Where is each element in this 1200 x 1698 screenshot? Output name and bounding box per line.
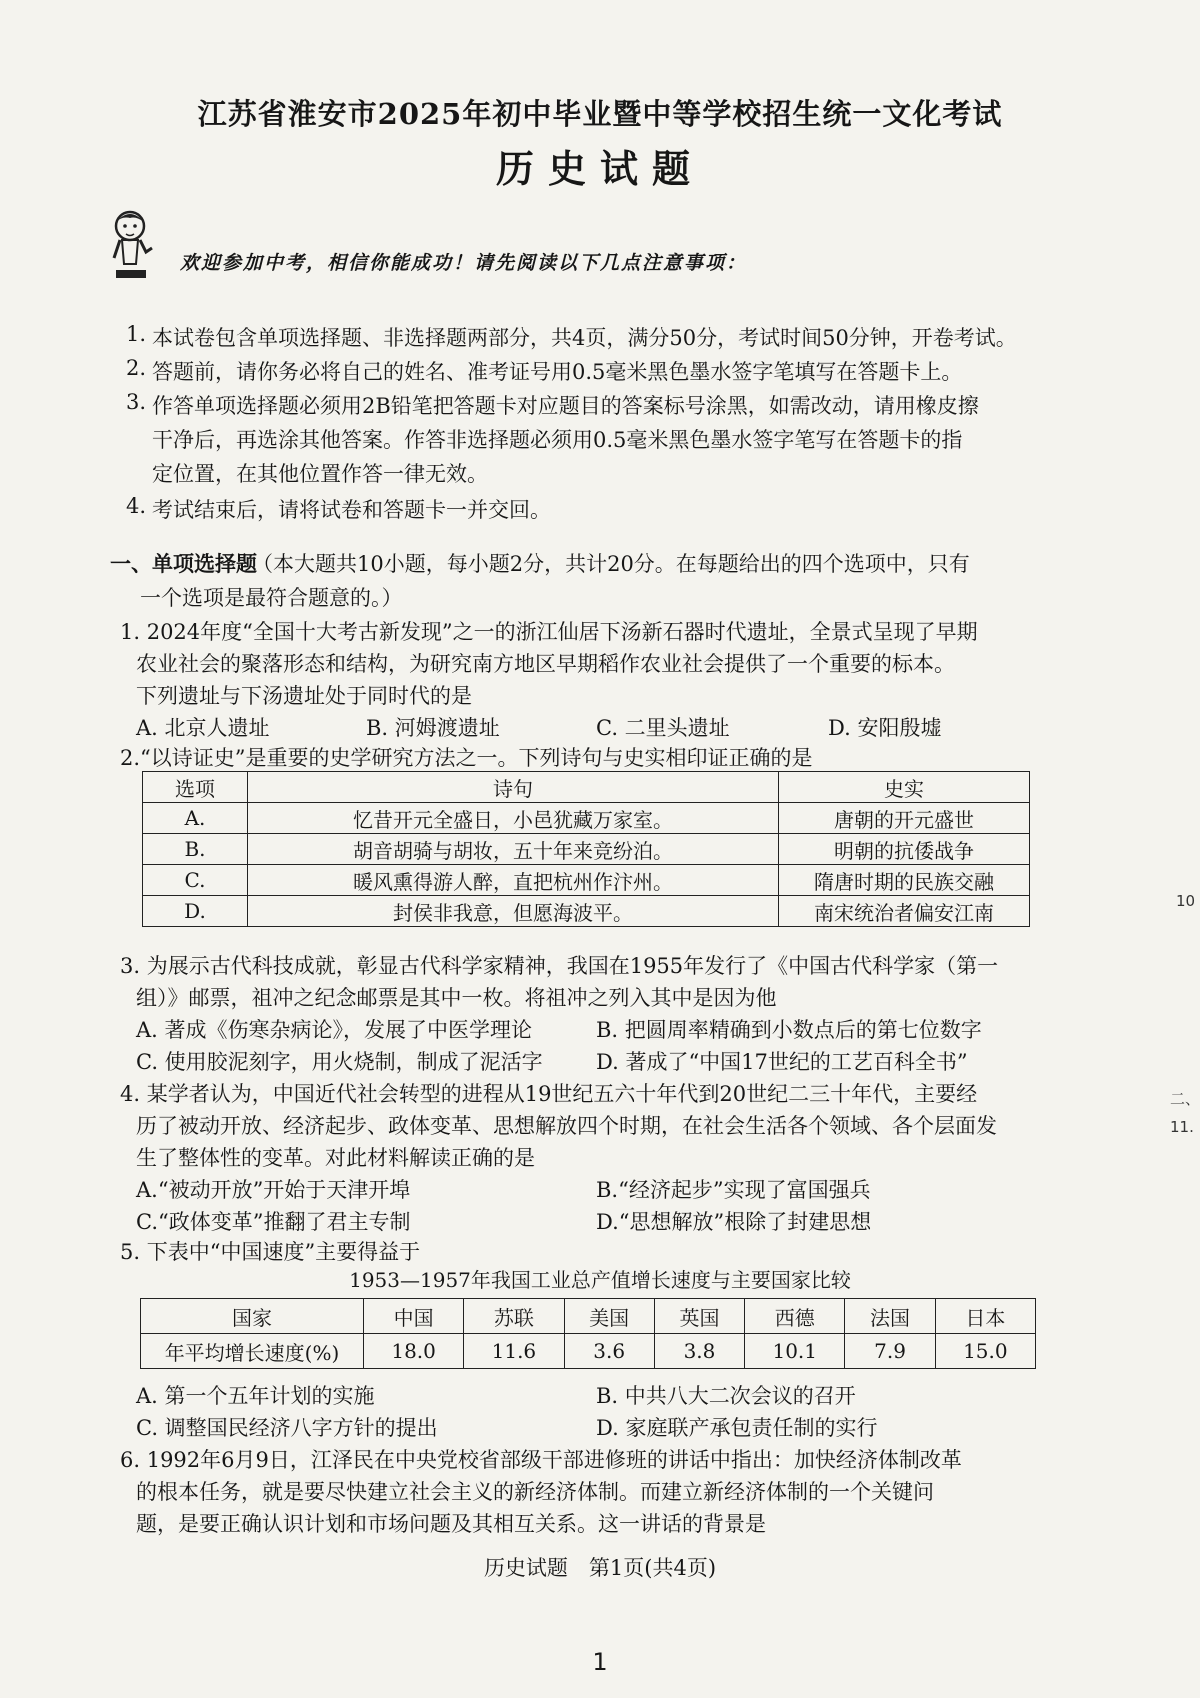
notice-4-text: 考试结束后，请将试卷和答题卡一并交回。: [152, 498, 551, 522]
table-cell: 3.8: [654, 1334, 744, 1369]
notice-1-num: 1.: [126, 322, 147, 346]
exam-title: 江苏省淮安市2025年初中毕业暨中等学校招生统一文化考试: [197, 97, 1003, 131]
table-cell: C.: [143, 865, 248, 896]
notice-1-text: 本试卷包含单项选择题、非选择题两部分，共4页，满分50分，考试时间50分钟，开卷考试。: [152, 326, 1017, 350]
table-cell: 南宋统治者偏安江南: [779, 896, 1030, 927]
table-cell: 15.0: [935, 1334, 1035, 1369]
q1-line-2: 农业社会的聚落形态和结构，为研究南方地区早期稻作农业社会提供了一个重要的标本。: [136, 652, 955, 676]
table-header: 西德: [745, 1299, 845, 1334]
q5-stem: 5. 下表中“中国速度”主要得益于: [120, 1240, 421, 1264]
q1-option-d: D. 安阳殷墟: [828, 716, 942, 740]
q1-option-c: C. 二里头遗址: [596, 716, 730, 740]
page-footer: 历史试题 第1页(共4页): [483, 1556, 717, 1580]
table-row: [141, 1334, 1036, 1369]
table-cell: 暖风熏得游人醉，直把杭州作汴州。: [248, 865, 779, 896]
q2-stem: 2.“以诗证史”是重要的史学研究方法之一。下列诗句与史实相印证正确的是: [120, 746, 813, 770]
q4-option-d: D.“思想解放”根除了封建思想: [596, 1210, 872, 1234]
table-row: [143, 865, 1030, 896]
q5-table: [140, 1298, 1036, 1369]
table-cell: 3.6: [564, 1334, 654, 1369]
q3-line-1: 3. 为展示古代科技成就，彰显古代科学家精神，我国在1955年发行了《中国古代科学家（第一: [120, 954, 999, 978]
table-header: 日本: [935, 1299, 1035, 1334]
q5-option-d: D. 家庭联产承包责任制的实行: [596, 1416, 878, 1440]
table-cell: 隋唐时期的民族交融: [779, 865, 1030, 896]
table-header-row: [143, 772, 1030, 803]
table-header: 美国: [564, 1299, 654, 1334]
table-header: 选项: [143, 772, 248, 803]
section-heading: 一、单项选择题: [110, 551, 257, 576]
table-cell: 18.0: [364, 1334, 464, 1369]
q5-option-c: C. 调整国民经济八字方针的提出: [136, 1416, 438, 1440]
table-header: 法国: [845, 1299, 935, 1334]
notice-3-num: 3.: [126, 390, 147, 414]
q6-line-2: 的根本任务，就是要尽快建立社会主义的新经济体制。而建立新经济体制的一个关键问: [136, 1480, 934, 1504]
table-cell: 忆昔开元全盛日，小邑犹藏万家室。: [248, 803, 779, 834]
table-row: [143, 896, 1030, 927]
notice-2-num: 2.: [126, 356, 147, 380]
q3-option-a: A. 著成《伤寒杂病论》，发展了中医学理论: [136, 1018, 533, 1042]
q1-option-b: B. 河姆渡遗址: [366, 716, 500, 740]
table-cell: B.: [143, 834, 248, 865]
q6-line-1: 6. 1992年6月9日，江泽民在中央党校省部级干部进修班的讲话中指出：加快经济体制改革: [120, 1448, 962, 1472]
table-header: 诗句: [248, 772, 779, 803]
table-row: [143, 834, 1030, 865]
margin-mark: 10: [1176, 892, 1196, 910]
q4-line-3: 生了整体性的变革。对此材料解读正确的是: [136, 1146, 535, 1170]
margin-mark: 二、: [1170, 1090, 1200, 1108]
table-header: 苏联: [464, 1299, 564, 1334]
q1-option-a: A. 北京人遗址: [136, 716, 270, 740]
notice-3-line-3: 定位置，在其他位置作答一律无效。: [152, 462, 488, 486]
exam-subtitle: 历史试题: [495, 146, 704, 191]
section-note-line-1: （本大题共10小题，每小题2分，共计20分。在每题给出的四个选项中，只有: [252, 552, 970, 576]
table-cell: 封侯非我意，但愿海波平。: [248, 896, 779, 927]
table-cell: 明朝的抗倭战争: [779, 834, 1030, 865]
q5-option-a: A. 第一个五年计划的实施: [136, 1384, 375, 1408]
q1-line-1: 1. 2024年度“全国十大考古新发现”之一的浙江仙居下汤新石器时代遗址，全景式呈现了早期: [120, 620, 978, 644]
page-number: 1: [592, 1648, 608, 1676]
margin-mark: 11.: [1170, 1118, 1194, 1136]
table-cell: D.: [143, 896, 248, 927]
q4-option-b: B.“经济起步”实现了富国强兵: [596, 1178, 871, 1202]
section-note-line-2: 一个选项是最符合题意的。）: [140, 586, 403, 610]
q4-line-2: 历了被动开放、经济起步、政体变革、思想解放四个时期，在社会生活各个领域、各个层面发: [136, 1114, 997, 1138]
table-header: 英国: [654, 1299, 744, 1334]
q1-line-3: 下列遗址与下汤遗址处于同时代的是: [136, 684, 472, 708]
q2-table: [142, 771, 1030, 927]
notice-4-num: 4.: [126, 494, 147, 518]
mascot-figure-icon: [100, 208, 158, 288]
table-header: 国家: [141, 1299, 364, 1334]
q6-line-3: 题，是要正确认识计划和市场问题及其相互关系。这一讲话的背景是: [136, 1512, 766, 1536]
table-cell: 10.1: [745, 1334, 845, 1369]
table-cell: A.: [143, 803, 248, 834]
table-cell: 胡音胡骑与胡妆，五十年来竞纷泊。: [248, 834, 779, 865]
table-header: 史实: [779, 772, 1030, 803]
table-row: [143, 803, 1030, 834]
q3-option-b: B. 把圆周率精确到小数点后的第七位数字: [596, 1018, 982, 1042]
table-header-row: [141, 1299, 1036, 1334]
notice-2-text: 答题前，请你务必将自己的姓名、准考证号用0.5毫米黑色墨水签字笔填写在答题卡上。: [152, 360, 963, 384]
notice-3-line-1: 作答单项选择题必须用2B铅笔把答题卡对应题目的答案标号涂黑，如需改动，请用橡皮擦: [152, 394, 979, 418]
table-row-label: 年平均增长速度(%): [141, 1334, 364, 1369]
q4-option-a: A.“被动开放”开始于天津开埠: [136, 1178, 411, 1202]
table-header: 中国: [364, 1299, 464, 1334]
q3-option-c: C. 使用胶泥刻字，用火烧制，制成了泥活字: [136, 1050, 543, 1074]
q4-line-1: 4. 某学者认为，中国近代社会转型的进程从19世纪五六十年代到20世纪二三十年代，主要经: [120, 1082, 978, 1106]
q5-option-b: B. 中共八大二次会议的召开: [596, 1384, 856, 1408]
table-cell: 11.6: [464, 1334, 564, 1369]
q3-line-2: 组）》邮票，祖冲之纪念邮票是其中一枚。将祖冲之列入其中是因为他: [136, 986, 777, 1010]
table-cell: 唐朝的开元盛世: [779, 803, 1030, 834]
notice-3-line-2: 干净后，再选涂其他答案。作答非选择题必须用0.5毫米黑色墨水签字笔写在答题卡的指: [152, 428, 963, 452]
table-cell: 7.9: [845, 1334, 935, 1369]
welcome-note: 欢迎参加中考，相信你能成功！请先阅读以下几点注意事项：: [180, 252, 748, 274]
q3-option-d: D. 著成了“中国17世纪的工艺百科全书”: [596, 1050, 968, 1074]
q5-table-caption: 1953—1957年我国工业总产值增长速度与主要国家比较: [349, 1268, 851, 1292]
q4-option-c: C.“政体变革”推翻了君主专制: [136, 1210, 411, 1234]
